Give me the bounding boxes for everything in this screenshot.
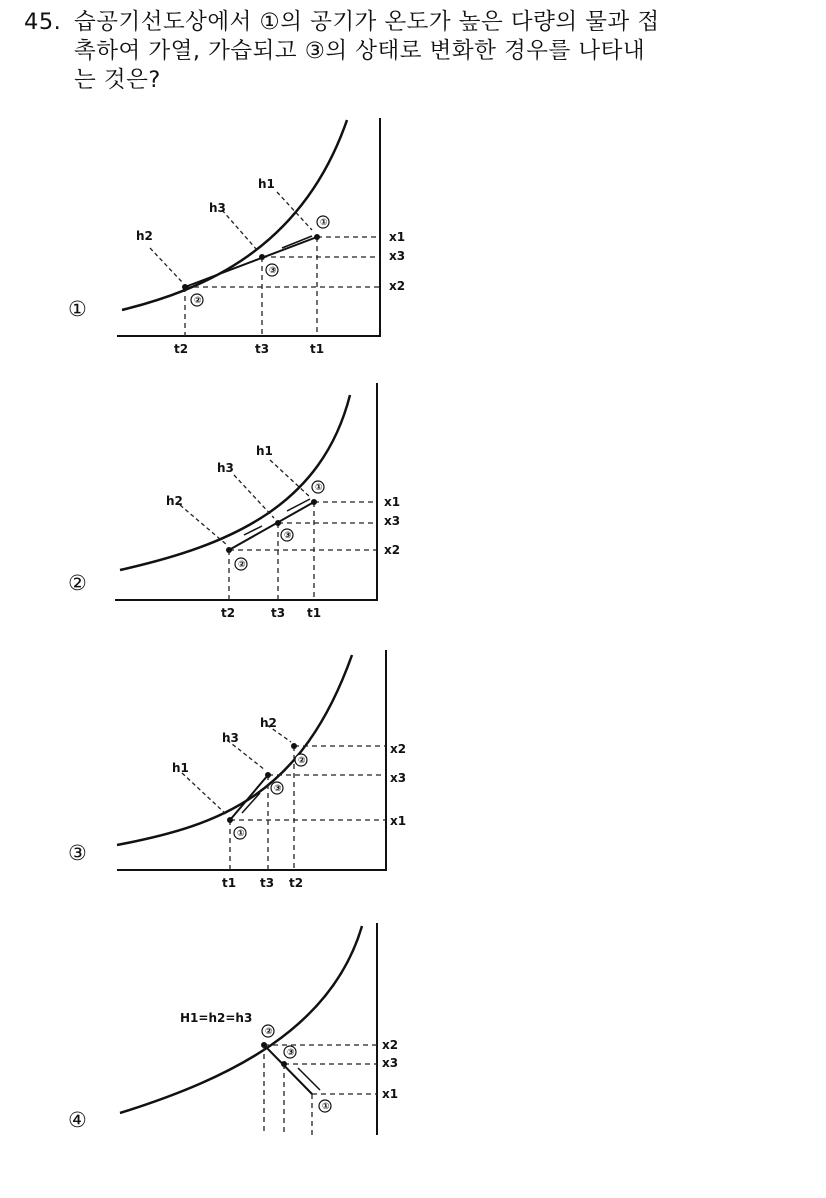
t-label: t1 — [222, 876, 237, 890]
state-point-label: ③ — [274, 784, 282, 794]
x-label: x2 — [382, 1038, 399, 1052]
state-point-label: ② — [265, 1027, 273, 1037]
choice-4-psychrometric-chart — [62, 918, 482, 1138]
x-label: x1 — [390, 814, 407, 828]
h-label: h3 — [222, 731, 239, 745]
state-point-label: ② — [238, 560, 246, 570]
axis-frame — [117, 118, 380, 336]
x-label: x3 — [382, 1056, 399, 1070]
state-point-label: ③ — [269, 266, 277, 276]
state-point-label: ③ — [287, 1048, 295, 1058]
choice-4-label: ④ — [68, 1108, 87, 1132]
choice-2-label: ② — [68, 571, 87, 595]
h-label: h1 — [256, 444, 273, 458]
h-label: H1=h2=h3 — [180, 1011, 253, 1025]
x-label: x3 — [389, 249, 406, 263]
t-label: t1 — [307, 606, 322, 620]
state-point-label: ① — [315, 483, 323, 493]
h-label: h2 — [136, 229, 153, 243]
t-label: t3 — [271, 606, 286, 620]
h-label: h2 — [260, 716, 277, 730]
saturation-curve — [120, 926, 362, 1113]
question-line-1: 습공기선도상에서 ①의 공기가 온도가 높은 다량의 물과 접 — [74, 9, 660, 35]
h-label: h1 — [258, 177, 275, 191]
choice-4[interactable] — [62, 918, 482, 1198]
state-point-label: ① — [237, 829, 245, 839]
x-label: x2 — [384, 543, 401, 557]
choice-2-psychrometric-chart — [62, 375, 482, 645]
saturation-curve — [122, 120, 347, 310]
choice-3[interactable] — [62, 645, 482, 925]
h-label: h1 — [172, 761, 189, 775]
choice-1-label: ① — [68, 297, 87, 321]
x-label: x2 — [390, 742, 407, 756]
x-label: x1 — [384, 495, 401, 509]
choice-3-psychrometric-chart — [62, 645, 482, 915]
x-label: x1 — [389, 230, 406, 244]
question-line-3: 는 것은? — [74, 67, 161, 93]
question-text — [24, 8, 804, 95]
choice-1[interactable] — [62, 110, 482, 390]
x-label: x3 — [384, 514, 401, 528]
saturation-curve — [117, 655, 352, 845]
t-label: t2 — [174, 342, 189, 356]
t-label: t2 — [221, 606, 236, 620]
choice-3-label: ③ — [68, 841, 87, 865]
x-label: x3 — [390, 771, 407, 785]
t-label: t3 — [255, 342, 270, 356]
h-label: h2 — [166, 494, 183, 508]
question-number: 45. — [24, 9, 62, 35]
x-label: x2 — [389, 279, 406, 293]
question-line-2: 촉하여 가열, 가습되고 ③의 상태로 변화한 경우를 나타내 — [74, 38, 646, 64]
choice-1-psychrometric-chart — [62, 110, 482, 380]
h-label: h3 — [217, 461, 234, 475]
state-point-label: ③ — [284, 531, 292, 541]
state-point-label: ② — [194, 296, 202, 306]
t-label: t2 — [289, 876, 304, 890]
state-point-label: ① — [320, 218, 328, 228]
h-label: h3 — [209, 201, 226, 215]
x-label: x1 — [382, 1087, 399, 1101]
state-point-label: ② — [298, 756, 306, 766]
t-label: t1 — [310, 342, 325, 356]
choice-2[interactable] — [62, 375, 482, 655]
state-point-label: ① — [322, 1102, 330, 1112]
t-label: t3 — [260, 876, 275, 890]
